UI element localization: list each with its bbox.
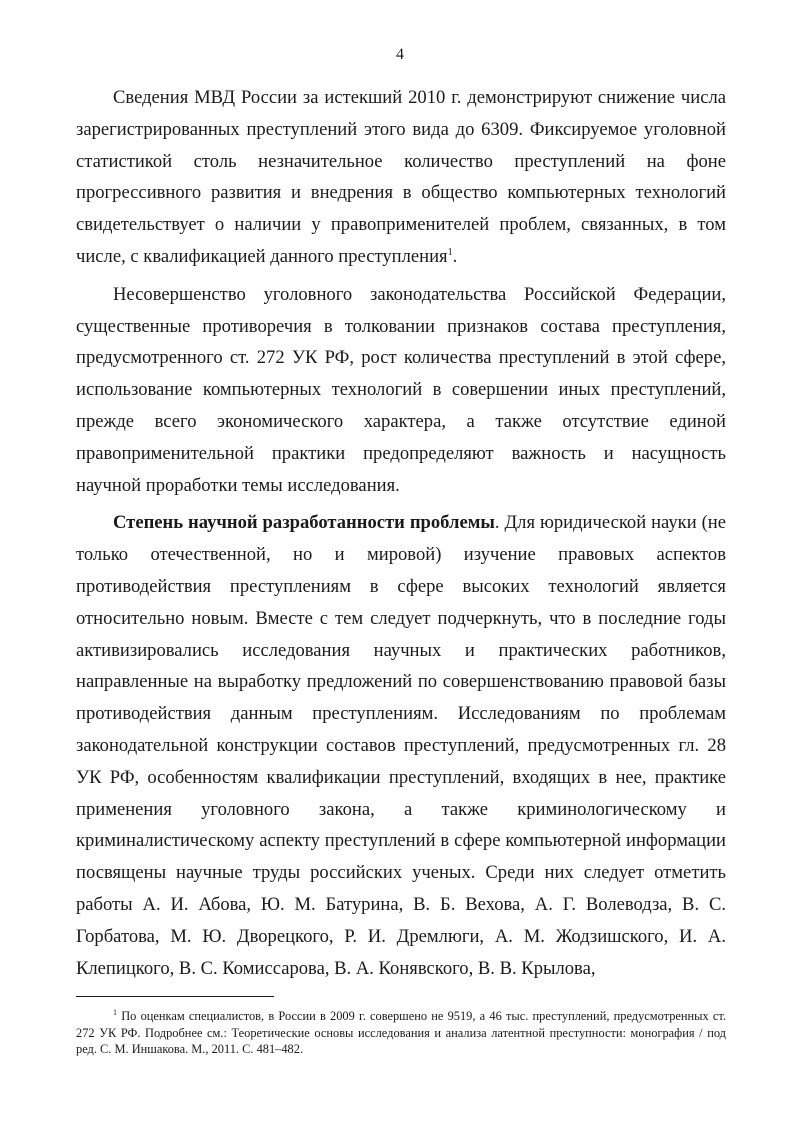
paragraph-text: Несовершенство уголовного законодательства Российской Федерации, существенные противоречия в толковании признаков состава преступления, предусмотренного ст. 272 УК РФ, рост количества преступлений в этой сфере, использование компьютерных технологий в совершении иных преступлений, прежде всего экономического характера, а также отсутствие единой правоприменительной практики предопределяют важность и насущность научной проработки темы исследования. [76,283,726,496]
page-number: 4 [396,46,404,63]
footnote-marker: 1 [113,1007,117,1017]
footnote-separator [76,996,274,997]
footnote-ref: 1 [447,246,453,258]
paragraph-statistics [76,82,726,273]
paragraph-text: . Для юридической науки (не только отечественной, но и мировой) изучение правовых аспектов противодействия преступлениям в сфере высоких технологий является относительно новым. Вместе с тем следует подчеркнуть, что в последние годы активизировались исследования научных и практических работников, направленные на выработку предложений по совершенствованию правовой базы противодействия данным преступлениям. Исследованиям по проблемам законодательной конструкции составов преступлений, предусмотренных гл. 28 УК РФ, особенностям квалификации преступлений, входящих в нее, практике применения уголовного закона, а также криминологическому и криминалистическому аспекту преступлений в сфере компьютерной информации посвящены научные труды российских ученых. Среди них следует отметить работы А. И. Абова, Ю. М. Батурина, В. Б. Вехова, А. Г. Волеводза, В. С. Горбатова, М. Ю. Дворецкого, Р. И. Дремлюги, А. М. Жодзишского, И. А. Клепицкого, В. С. Комиссарова, В. А. Конявского, В. В. Крылова, [76,512,726,979]
body-text [76,82,726,990]
paragraph-relevance [76,279,726,502]
paragraph-text: Сведения МВД России за истекший 2010 г. демонстрируют снижение числа зарегистрированных преступлений этого вида до 6309. Фиксируемое уголовной статистикой столь незначительное количество преступлений на фоне прогрессивного развития и внедрения в общество компьютерных технологий свидетельствует о наличии у правоприменителей проблем, связанных, в том числе, с квалификацией данного преступления [76,87,726,267]
paragraph-bold-lead: Степень научной разработанности проблемы [113,512,495,534]
footnote [76,1008,726,1058]
paragraph-research-degree [76,507,726,984]
footnote-text: По оценкам специалистов, в России в 2009 г. совершено не 9519, а 46 тыс. преступлений, предусмотренных ст. 272 УК РФ. Подробнее см.: Теоретические основы исследования и анализа латентной преступности: монография / под ред. С. М. Иншакова. М., 2011. С. 481–482. [76,1009,726,1057]
paragraph-tail: . [452,245,458,267]
